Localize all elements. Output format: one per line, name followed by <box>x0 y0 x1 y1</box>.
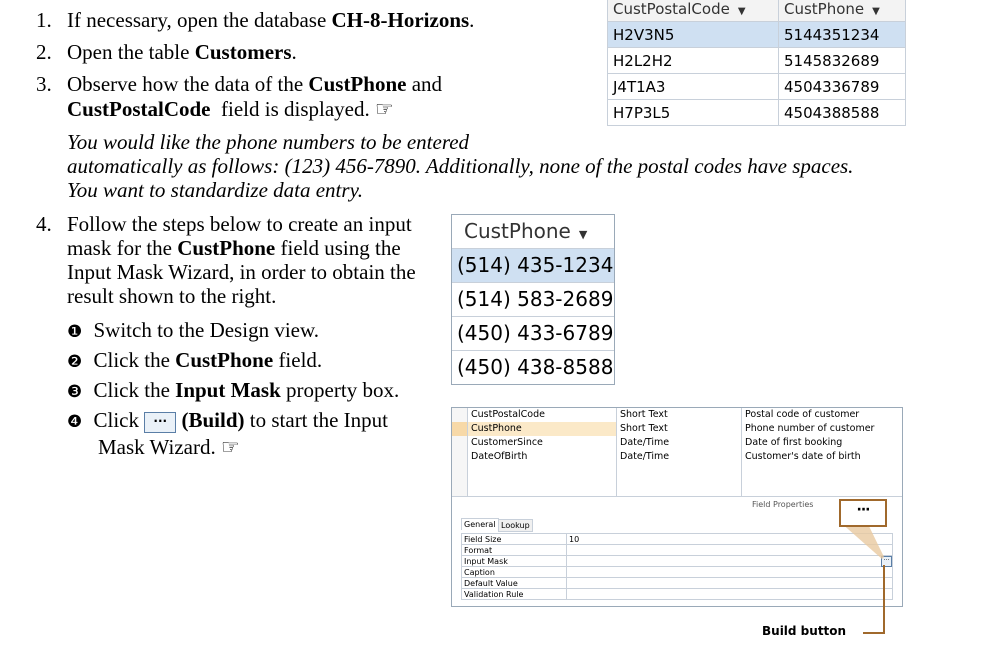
table-row[interactable]: J4T1A3 4504336789 <box>608 74 906 100</box>
sub-step-1: ❶ Switch to the Design view. <box>67 318 320 342</box>
dropdown-arrow-icon[interactable]: ▼ <box>872 5 880 17</box>
sub-step-2: ❷ Click the CustPhone field. <box>67 348 323 372</box>
database-name: CH-8-Horizons <box>331 8 470 32</box>
design-view: CustPostalCode Short Text Postal code of customer CustPhone Short Text Phone number of customer CustomerSince Date/Time Date of first booking DateOfBirth Date/Time Customer's date of birth Field Properties General Lookup Field Size 10 Format Input Mask Caption Default Value Validation Rule ··· <box>451 407 903 607</box>
field-row[interactable]: DateOfBirth <box>471 451 528 462</box>
table-row[interactable]: (450) 438-8588 <box>452 350 614 384</box>
table-row[interactable]: H2V3N5 5144351234 <box>608 22 906 48</box>
datasheet-after <box>451 214 615 385</box>
pointing-hand-icon: ☞ <box>221 435 240 459</box>
dropdown-arrow-icon[interactable]: ▼ <box>578 228 588 241</box>
zoomed-build-dots: ··· <box>856 502 870 518</box>
build-button-icon: ··· <box>144 412 176 433</box>
sub-step-4: ❹ Click ··· (Build) to start the Input Mask Wizard. ☞ <box>67 408 389 459</box>
step-4: 4. Follow the steps below to create an input mask for the CustPhone field using the Input Mask Wizard, in order to obtain the result shown to the right. <box>36 212 416 308</box>
column-header-custphone[interactable]: CustPhone ▼ <box>779 0 906 22</box>
sub-step-3: ❸ Click the Input Mask property box. <box>67 378 400 402</box>
field-row[interactable]: CustPostalCode <box>471 409 545 420</box>
column-header-custphone[interactable]: CustPhone ▼ <box>464 219 588 243</box>
circled-4-icon: ❹ <box>67 412 83 432</box>
circled-2-icon: ❷ <box>67 352 83 372</box>
step-2: 2. Open the table Customers. <box>36 40 297 64</box>
field-row-custphone[interactable]: CustPhone <box>471 423 522 434</box>
input-mask-build-button[interactable]: ··· <box>881 556 892 567</box>
datasheet-before <box>607 0 906 126</box>
field-row[interactable]: CustomerSince <box>471 437 543 448</box>
property-row[interactable]: Caption <box>462 567 893 578</box>
property-row[interactable]: Format <box>462 545 893 556</box>
table-name: Customers <box>194 40 292 64</box>
tab-general[interactable]: General <box>461 518 499 530</box>
circled-3-icon: ❸ <box>67 382 83 402</box>
table-row[interactable]: (514) 583-2689 <box>452 282 614 316</box>
step-3-note: You would like the phone numbers to be entered automatically as follows: (123) 456-7890. Additionally, none of the postal codes have spaces. You want to standardize data entry. <box>67 130 854 202</box>
table-row[interactable]: (450) 433-6789 <box>452 316 614 350</box>
selected-row-indicator <box>452 422 467 436</box>
circled-1-icon: ❶ <box>67 322 83 342</box>
step-3: 3. Observe how the data of the CustPhone and CustPostalCode field is displayed. ☞ <box>36 72 443 121</box>
table-row[interactable]: (514) 435-1234 <box>452 248 614 282</box>
table-row[interactable]: H7P3L5 4504388588 <box>608 100 906 126</box>
property-row[interactable]: Validation Rule <box>462 589 893 600</box>
build-button-label: Build button <box>762 624 847 638</box>
tab-lookup[interactable]: Lookup <box>498 519 533 532</box>
property-row[interactable]: Field Size 10 <box>462 534 893 545</box>
step-1: 1. If necessary, open the database CH-8-Horizons. <box>36 8 475 32</box>
property-row-input-mask[interactable]: Input Mask <box>462 556 893 567</box>
pointing-hand-icon: ☞ <box>375 97 394 121</box>
column-header-custpostalcode[interactable]: CustPostalCode ▼ <box>608 0 779 22</box>
table-row[interactable]: H2L2H2 5145832689 <box>608 48 906 74</box>
dropdown-arrow-icon[interactable]: ▼ <box>737 5 746 17</box>
field-properties-label: Field Properties <box>752 500 814 509</box>
step-number: 1. <box>36 8 52 32</box>
property-row[interactable]: Default Value <box>462 578 893 589</box>
